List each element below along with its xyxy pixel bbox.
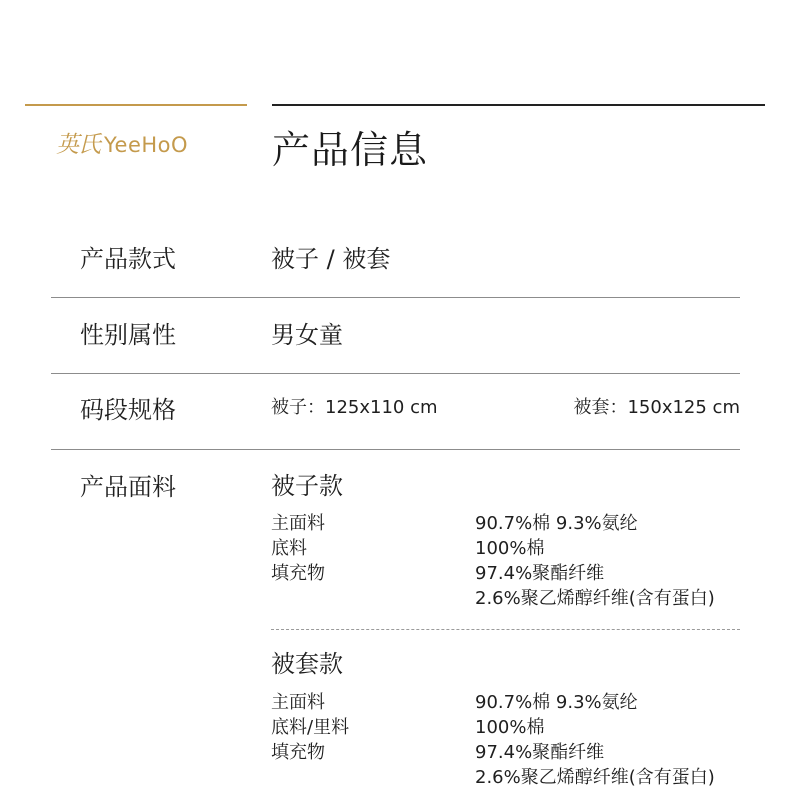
material-key: 主面料 xyxy=(271,513,325,534)
material-value: 100%棉 xyxy=(475,538,545,559)
style-label: 产品款式 xyxy=(80,245,176,273)
material-key: 填充物 xyxy=(271,563,325,584)
material-row xyxy=(271,511,751,536)
material-key: 填充物 xyxy=(271,742,325,763)
fabric-label: 产品面料 xyxy=(80,473,176,501)
material-value: 2.6%聚乙烯醇纤维(含有蛋白) xyxy=(475,588,715,609)
material-row xyxy=(271,690,751,715)
cover-material-table xyxy=(271,690,751,790)
quilt-section-title: 被子款 xyxy=(271,472,343,500)
logo-chinese: 英氏 xyxy=(56,132,100,158)
cover-section-title: 被套款 xyxy=(271,650,343,678)
quilt-size: 被子：125x110 cm xyxy=(271,397,438,418)
material-key: 底料/里料 xyxy=(271,717,350,738)
size-label: 码段规格 xyxy=(80,396,176,424)
gender-label: 性别属性 xyxy=(80,321,176,349)
cover-size: 被套：150x125 cm xyxy=(573,397,740,418)
style-value: 被子 / 被套 xyxy=(271,245,391,273)
material-row xyxy=(271,536,751,561)
material-row xyxy=(271,740,751,765)
brand-rule xyxy=(25,104,247,106)
material-value: 97.4%聚酯纤维 xyxy=(475,742,605,763)
row-divider xyxy=(51,449,740,450)
row-divider xyxy=(51,297,740,298)
brand-logo xyxy=(56,128,188,164)
page-title: 产品信息 xyxy=(272,128,429,172)
material-value: 2.6%聚乙烯醇纤维(含有蛋白) xyxy=(475,767,715,788)
material-key: 底料 xyxy=(271,538,307,559)
material-row xyxy=(271,586,751,611)
material-value: 97.4%聚酯纤维 xyxy=(475,563,605,584)
material-row xyxy=(271,561,751,586)
quilt-material-table xyxy=(271,511,751,611)
section-dashed-divider xyxy=(271,629,740,630)
material-key: 主面料 xyxy=(271,692,325,713)
material-value: 100%棉 xyxy=(475,717,545,738)
material-value: 90.7%棉 9.3%氨纶 xyxy=(475,692,638,713)
material-value: 90.7%棉 9.3%氨纶 xyxy=(475,513,638,534)
material-row xyxy=(271,715,751,740)
row-divider xyxy=(51,373,740,374)
logo-english: YeeHoO xyxy=(104,133,189,157)
title-rule xyxy=(272,104,765,106)
gender-value: 男女童 xyxy=(271,321,343,349)
material-row xyxy=(271,765,751,790)
